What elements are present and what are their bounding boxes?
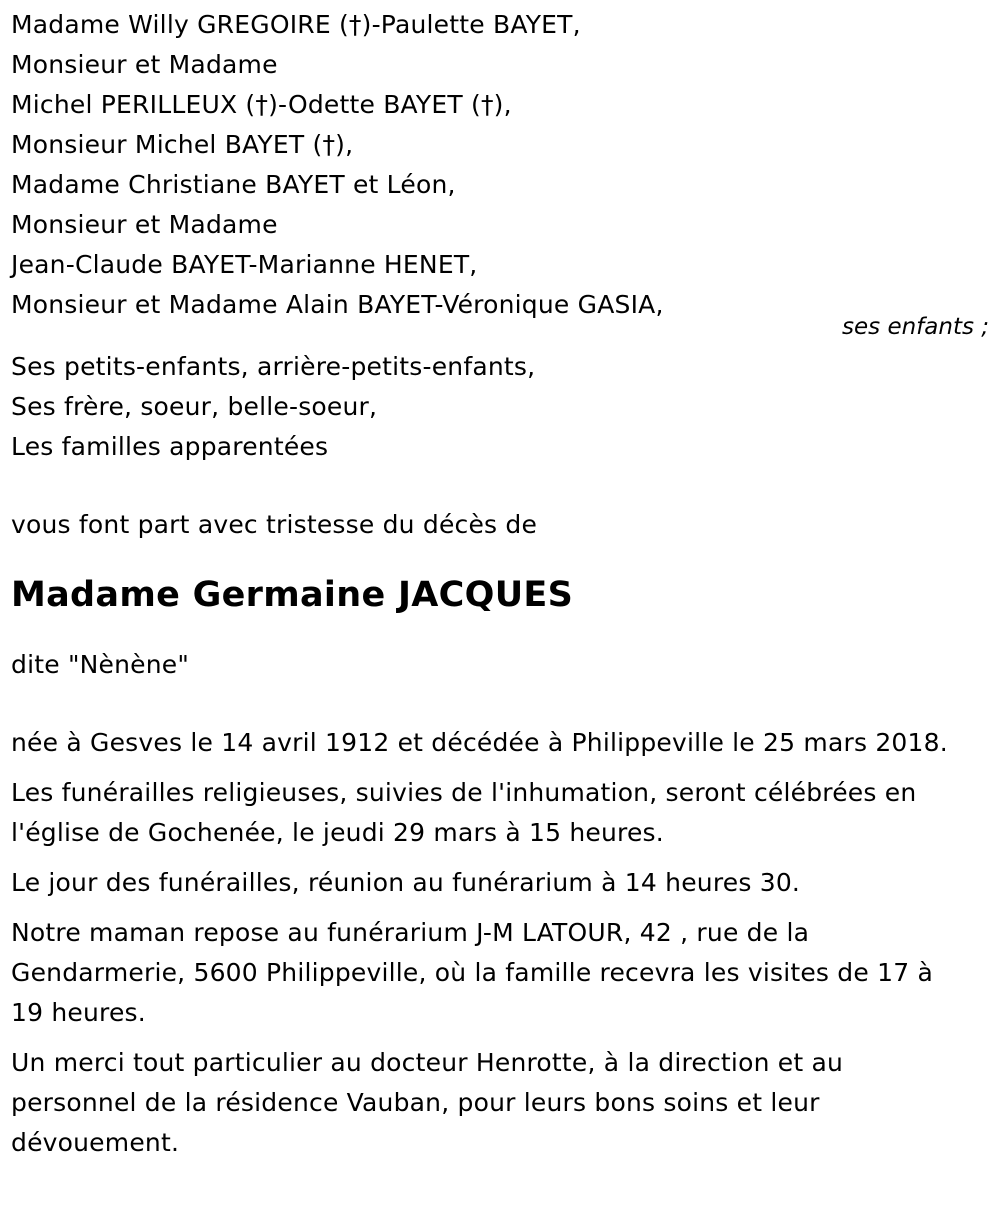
child-line-8: Monsieur et Madame Alain BAYET-Véronique GASIA, <box>11 290 664 319</box>
gathering-paragraph: Le jour des funérailles, réunion au funérarium à 14 heures 30. <box>11 868 801 897</box>
children-note: ses enfants ; <box>842 314 989 340</box>
thanks-paragraph: Un merci tout particulier au docteur Henrotte, à la direction et au personnel de la résidence Vauban, pour leurs bons soins et leur dévouement. <box>11 1048 844 1157</box>
funeral-paragraph: Les funérailles religieuses, suivies de l'inhumation, seront célébrées en l'église de Gochenée, le jeudi 29 mars à 15 heures. <box>11 778 917 847</box>
child-line-5: Madame Christiane BAYET et Léon, <box>11 170 456 199</box>
announcement-text: vous font part avec tristesse du décès de <box>11 510 538 539</box>
visitation-paragraph: Notre maman repose au funérarium J-M LATOUR, 42 , rue de la Gendarmerie, 5600 Philippeville, où la famille recevra les visites de 17 à 19 heures. <box>11 918 933 1027</box>
birth-death-paragraph: née à Gesves le 14 avril 1912 et décédée à Philippeville le 25 mars 2018. <box>11 728 948 757</box>
deceased-nickname: dite "Nènène" <box>11 650 190 679</box>
obituary-notice <box>11 0 989 1173</box>
child-line-1: Madame Willy GREGOIRE (†)-Paulette BAYET, <box>11 10 581 39</box>
deceased-name: Madame Germaine JACQUES <box>11 575 574 615</box>
details-section <box>11 723 989 1163</box>
child-line-7: Jean-Claude BAYET-Marianne HENET, <box>11 250 478 279</box>
extended-family-list <box>11 347 989 467</box>
family-line-1: Ses petits-enfants, arrière-petits-enfants, <box>11 352 536 381</box>
child-line-2: Monsieur et Madame <box>11 50 278 79</box>
child-line-4: Monsieur Michel BAYET (†), <box>11 130 354 159</box>
child-line-3: Michel PERILLEUX (†)-Odette BAYET (†), <box>11 90 512 119</box>
family-line-2: Ses frère, soeur, belle-soeur, <box>11 392 378 421</box>
children-list <box>11 0 989 340</box>
family-line-3: Les familles apparentées <box>11 432 329 461</box>
child-line-6: Monsieur et Madame <box>11 210 278 239</box>
